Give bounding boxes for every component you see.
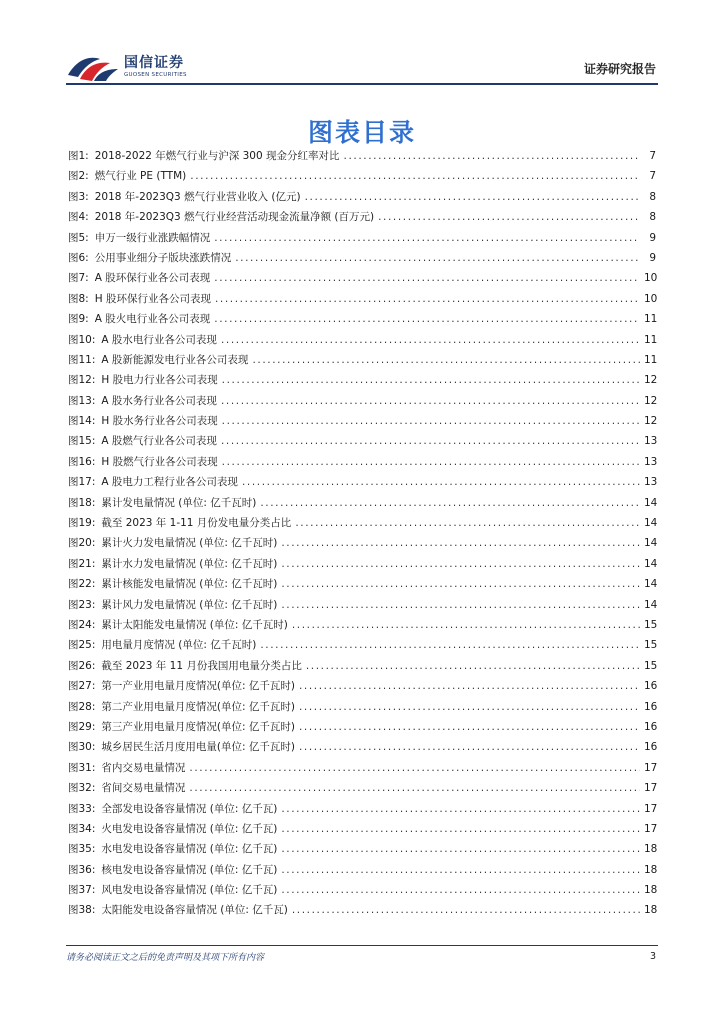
toc-entry-title: H 股电力行业各公司表现: [101, 374, 218, 387]
toc-entry-title: A 股水务行业各公司表现: [101, 394, 217, 407]
toc-entry-number: 图25:: [68, 639, 96, 652]
toc-entry[interactable]: [68, 574, 656, 594]
toc-entry-number: 图19:: [68, 517, 96, 530]
toc-entry-number: 图28:: [68, 700, 96, 713]
toc-entry-title: 第一产业用电量月度情况(单位: 亿千瓦时): [101, 680, 295, 693]
report-type-label: 证券研究报告: [583, 62, 656, 76]
toc-dot-leader: [281, 819, 640, 839]
toc-entry[interactable]: [68, 839, 656, 859]
toc-entry-page: 14: [644, 578, 658, 591]
toc-entry[interactable]: [68, 900, 656, 920]
toc-dot-leader: [281, 574, 640, 594]
toc-dot-leader: [292, 615, 640, 635]
toc-dot-leader: [252, 350, 640, 370]
toc-entry[interactable]: [68, 146, 656, 166]
toc-entry[interactable]: [68, 268, 656, 288]
toc-entry-title: 2018 年-2023Q3 燃气行业经营活动现金流量净额 (百万元): [94, 211, 375, 224]
toc-entry-number: 图14:: [68, 415, 96, 428]
toc-dot-leader: [281, 839, 640, 859]
toc-entry-page: 13: [644, 476, 658, 489]
toc-dot-leader: [222, 411, 640, 431]
toc-entry-number: 图23:: [68, 598, 96, 611]
toc-entry-number: 图13:: [68, 394, 96, 407]
toc-entry[interactable]: [68, 370, 656, 390]
toc-entry[interactable]: [68, 350, 656, 370]
toc-entry-title: 累计太阳能发电量情况 (单位: 亿千瓦时): [101, 618, 288, 631]
toc-entry-number: 图8:: [68, 292, 89, 305]
toc-entry[interactable]: [68, 819, 656, 839]
footer-divider: [66, 945, 658, 946]
toc-entry[interactable]: [68, 778, 656, 798]
toc-dot-leader: [299, 717, 640, 737]
toc-entry-number: 图37:: [68, 884, 96, 897]
logo-english-name: GUOSEN SECURITIES: [124, 72, 187, 78]
toc-entry-title: A 股新能源发电行业各公司表现: [101, 353, 249, 366]
toc-entry-page: 17: [644, 782, 658, 795]
logo-chinese-name: 国信证券: [124, 55, 184, 71]
toc-dot-leader: [281, 554, 640, 574]
toc-dot-leader: [189, 758, 640, 778]
toc-entry-title: 全部发电设备容量情况 (单位: 亿千瓦): [101, 802, 278, 815]
toc-entry-page: 14: [644, 557, 658, 570]
toc-entry-number: 图33:: [68, 802, 96, 815]
toc-entry[interactable]: [68, 860, 656, 880]
toc-entry-title: 城乡居民生活月度用电量(单位: 亿千瓦时): [101, 741, 295, 754]
toc-entry-page: 14: [644, 517, 658, 530]
toc-dot-leader: [214, 309, 640, 329]
toc-entry-title: H 股水务行业各公司表现: [101, 415, 218, 428]
toc-dot-leader: [260, 635, 640, 655]
toc-dot-leader: [260, 493, 640, 513]
toc-entry-page: 15: [644, 659, 658, 672]
toc-dot-leader: [299, 697, 640, 717]
toc-entry-title: A 股电力工程行业各公司表现: [101, 476, 238, 489]
toc-entry-title: 累计风力发电量情况 (单位: 亿千瓦时): [101, 598, 278, 611]
toc-dot-leader: [221, 431, 640, 451]
toc-entry-page: 8: [649, 211, 656, 224]
toc-entry-page: 9: [649, 231, 656, 244]
toc-entry-page: 10: [644, 292, 658, 305]
toc-entry-page: 12: [644, 415, 658, 428]
toc-entry-number: 图36:: [68, 863, 96, 876]
toc-entry[interactable]: [68, 289, 656, 309]
toc-entry[interactable]: [68, 472, 656, 492]
toc-entry[interactable]: [68, 228, 656, 248]
toc-entry-number: 图21:: [68, 557, 96, 570]
toc-entry-number: 图6:: [68, 251, 89, 264]
toc-entry[interactable]: [68, 717, 656, 737]
toc-entry-page: 8: [649, 190, 656, 203]
toc-entry-number: 图9:: [68, 313, 89, 326]
toc-entry-title: 申万一级行业涨跌幅情况: [94, 231, 211, 244]
toc-entry[interactable]: [68, 533, 656, 553]
toc-entry[interactable]: [68, 452, 656, 472]
page-header: [66, 50, 658, 86]
toc-entry[interactable]: [68, 697, 656, 717]
toc-dot-leader: [215, 289, 640, 309]
toc-entry-title: A 股燃气行业各公司表现: [101, 435, 217, 448]
toc-entry-number: 图24:: [68, 618, 96, 631]
toc-entry-title: 累计水力发电量情况 (单位: 亿千瓦时): [101, 557, 278, 570]
toc-entry-page: 15: [644, 639, 658, 652]
toc-entry-number: 图11:: [68, 353, 96, 366]
toc-dot-leader: [305, 187, 640, 207]
toc-entry-number: 图20:: [68, 537, 96, 550]
toc-entry-title: H 股燃气行业各公司表现: [101, 455, 218, 468]
toc-entry[interactable]: [68, 493, 656, 513]
toc-dot-leader: [235, 248, 640, 268]
toc-entry-page: 12: [644, 374, 658, 387]
toc-entry-number: 图35:: [68, 843, 96, 856]
toc-dot-leader: [214, 268, 640, 288]
toc-entry[interactable]: [68, 330, 656, 350]
toc-entry-title: 太阳能发电设备容量情况 (单位: 亿千瓦): [101, 904, 288, 917]
toc-entry[interactable]: [68, 799, 656, 819]
toc-entry-number: 图27:: [68, 680, 96, 693]
toc-entry-number: 图26:: [68, 659, 96, 672]
toc-entry-page: 14: [644, 496, 658, 509]
toc-entry-number: 图7:: [68, 272, 89, 285]
toc-entry-title: 累计火力发电量情况 (单位: 亿千瓦时): [101, 537, 278, 550]
toc-dot-leader: [221, 391, 640, 411]
toc-entry[interactable]: [68, 248, 656, 268]
toc-entry-page: 18: [644, 884, 658, 897]
toc-entry-page: 17: [644, 802, 658, 815]
toc-dot-leader: [281, 533, 640, 553]
toc-entry-title: 水电发电设备容量情况 (单位: 亿千瓦): [101, 843, 278, 856]
toc-entry-page: 18: [644, 904, 658, 917]
toc-entry-title: H 股环保行业各公司表现: [94, 292, 211, 305]
toc-dot-leader: [295, 513, 640, 533]
toc-entry[interactable]: [68, 411, 656, 431]
toc-entry-title: 累计发电量情况 (单位: 亿千瓦时): [101, 496, 257, 509]
toc-entry-number: 图38:: [68, 904, 96, 917]
toc-entry-title: 省内交易电量情况: [101, 761, 186, 774]
page-number: 3: [649, 951, 656, 962]
toc-entry-title: 第二产业用电量月度情况(单位: 亿千瓦时): [101, 700, 295, 713]
toc-entry-page: 11: [644, 313, 658, 326]
toc-dot-leader: [281, 880, 640, 900]
toc-entry-page: 14: [644, 537, 658, 550]
toc-entry-number: 图4:: [68, 211, 89, 224]
toc-dot-leader: [344, 146, 640, 166]
toc-entry-title: 2018 年-2023Q3 燃气行业营业收入 (亿元): [94, 190, 301, 203]
toc-entry-number: 图30:: [68, 741, 96, 754]
toc-entry[interactable]: [68, 676, 656, 696]
toc-entry[interactable]: [68, 880, 656, 900]
toc-entry-page: 10: [644, 272, 658, 285]
toc-entry-page: 18: [644, 863, 658, 876]
toc-entry-title: 截至 2023 年 11 月份我国用电量分类占比: [101, 659, 302, 672]
toc-entry-page: 16: [644, 741, 658, 754]
toc-entry-number: 图15:: [68, 435, 96, 448]
toc-entry-title: 截至 2023 年 1-11 月份发电量分类占比: [101, 517, 292, 530]
toc-dot-leader: [214, 228, 640, 248]
toc-entry-page: 7: [649, 170, 656, 183]
toc-entry-page: 17: [644, 761, 658, 774]
toc-entry[interactable]: [68, 166, 656, 186]
toc-entry-number: 图16:: [68, 455, 96, 468]
toc-entry-page: 16: [644, 700, 658, 713]
toc-dot-leader: [306, 656, 640, 676]
toc-entry[interactable]: [68, 513, 656, 533]
header-divider: [66, 83, 658, 85]
toc-entry-page: 11: [644, 333, 658, 346]
toc-entry[interactable]: [68, 737, 656, 757]
toc-entry[interactable]: [68, 309, 656, 329]
toc-entry[interactable]: [68, 187, 656, 207]
toc-entry-page: 13: [644, 455, 658, 468]
toc-dot-leader: [281, 860, 640, 880]
toc-dot-leader: [281, 799, 640, 819]
toc-entry-number: 图5:: [68, 231, 89, 244]
toc-entry-page: 16: [644, 720, 658, 733]
toc-entry-page: 15: [644, 618, 658, 631]
toc-dot-leader: [190, 166, 640, 186]
toc-entry-page: 11: [644, 353, 658, 366]
toc-entry-number: 图3:: [68, 190, 89, 203]
toc-entry-number: 图18:: [68, 496, 96, 509]
toc-entry-title: A 股环保行业各公司表现: [94, 272, 211, 285]
toc-entry-page: 14: [644, 598, 658, 611]
toc-entry-title: 公用事业细分子版块涨跌情况: [94, 251, 232, 264]
toc-entry-title: 火电发电设备容量情况 (单位: 亿千瓦): [101, 822, 278, 835]
toc-entry-title: A 股水电行业各公司表现: [101, 333, 217, 346]
toc-entry-page: 18: [644, 843, 658, 856]
toc-dot-leader: [281, 595, 640, 615]
toc-entry[interactable]: [68, 656, 656, 676]
toc-entry-page: 17: [644, 822, 658, 835]
toc-dot-leader: [378, 207, 640, 227]
company-logo: [66, 50, 187, 84]
toc-entry-number: 图10:: [68, 333, 96, 346]
toc-dot-leader: [299, 676, 640, 696]
toc-entry-title: 风电发电设备容量情况 (单位: 亿千瓦): [101, 884, 278, 897]
guosen-logo-icon: [66, 51, 120, 83]
toc-entry-number: 图31:: [68, 761, 96, 774]
footer-disclaimer: 请务必阅读正文之后的免责声明及其项下所有内容: [66, 953, 265, 963]
toc-entry-page: 13: [644, 435, 658, 448]
toc-entry-title: 核电发电设备容量情况 (单位: 亿千瓦): [101, 863, 278, 876]
toc-entry-title: 累计核能发电量情况 (单位: 亿千瓦时): [101, 578, 278, 591]
toc-entry-page: 16: [644, 680, 658, 693]
toc-entry-title: 省间交易电量情况: [101, 782, 186, 795]
toc-entry[interactable]: [68, 595, 656, 615]
toc-entry[interactable]: [68, 758, 656, 778]
toc-entry[interactable]: [68, 554, 656, 574]
toc-entry-page: 7: [649, 150, 656, 162]
toc-entry-title: 燃气行业 PE (TTM): [94, 170, 187, 183]
toc-entry[interactable]: [68, 431, 656, 451]
toc-dot-leader: [221, 330, 640, 350]
toc-dot-leader: [299, 737, 640, 757]
toc-entry-number: 图12:: [68, 374, 96, 387]
toc-entry-number: 图1:: [68, 150, 89, 162]
toc-entry-number: 图2:: [68, 170, 89, 183]
toc-entry-number: 图17:: [68, 476, 96, 489]
figure-list: [68, 146, 656, 921]
toc-entry[interactable]: [68, 615, 656, 635]
toc-entry-title: 2018-2022 年燃气行业与沪深 300 现金分红率对比: [94, 150, 340, 162]
toc-entry-title: 用电量月度情况 (单位: 亿千瓦时): [101, 639, 257, 652]
toc-entry-page: 12: [644, 394, 658, 407]
toc-entry-number: 图22:: [68, 578, 96, 591]
toc-dot-leader: [222, 370, 640, 390]
toc-dot-leader: [222, 452, 640, 472]
toc-entry[interactable]: [68, 635, 656, 655]
toc-entry-title: 第三产业用电量月度情况(单位: 亿千瓦时): [101, 720, 295, 733]
toc-entry-number: 图34:: [68, 822, 96, 835]
toc-dot-leader: [292, 900, 640, 920]
toc-entry[interactable]: [68, 391, 656, 411]
toc-title: 图表目录: [307, 118, 416, 147]
toc-entry-page: 9: [649, 251, 656, 264]
toc-entry-number: 图32:: [68, 782, 96, 795]
toc-entry[interactable]: [68, 207, 656, 227]
toc-dot-leader: [242, 472, 640, 492]
toc-entry-title: A 股火电行业各公司表现: [94, 313, 211, 326]
toc-entry-number: 图29:: [68, 720, 96, 733]
toc-dot-leader: [189, 778, 640, 798]
